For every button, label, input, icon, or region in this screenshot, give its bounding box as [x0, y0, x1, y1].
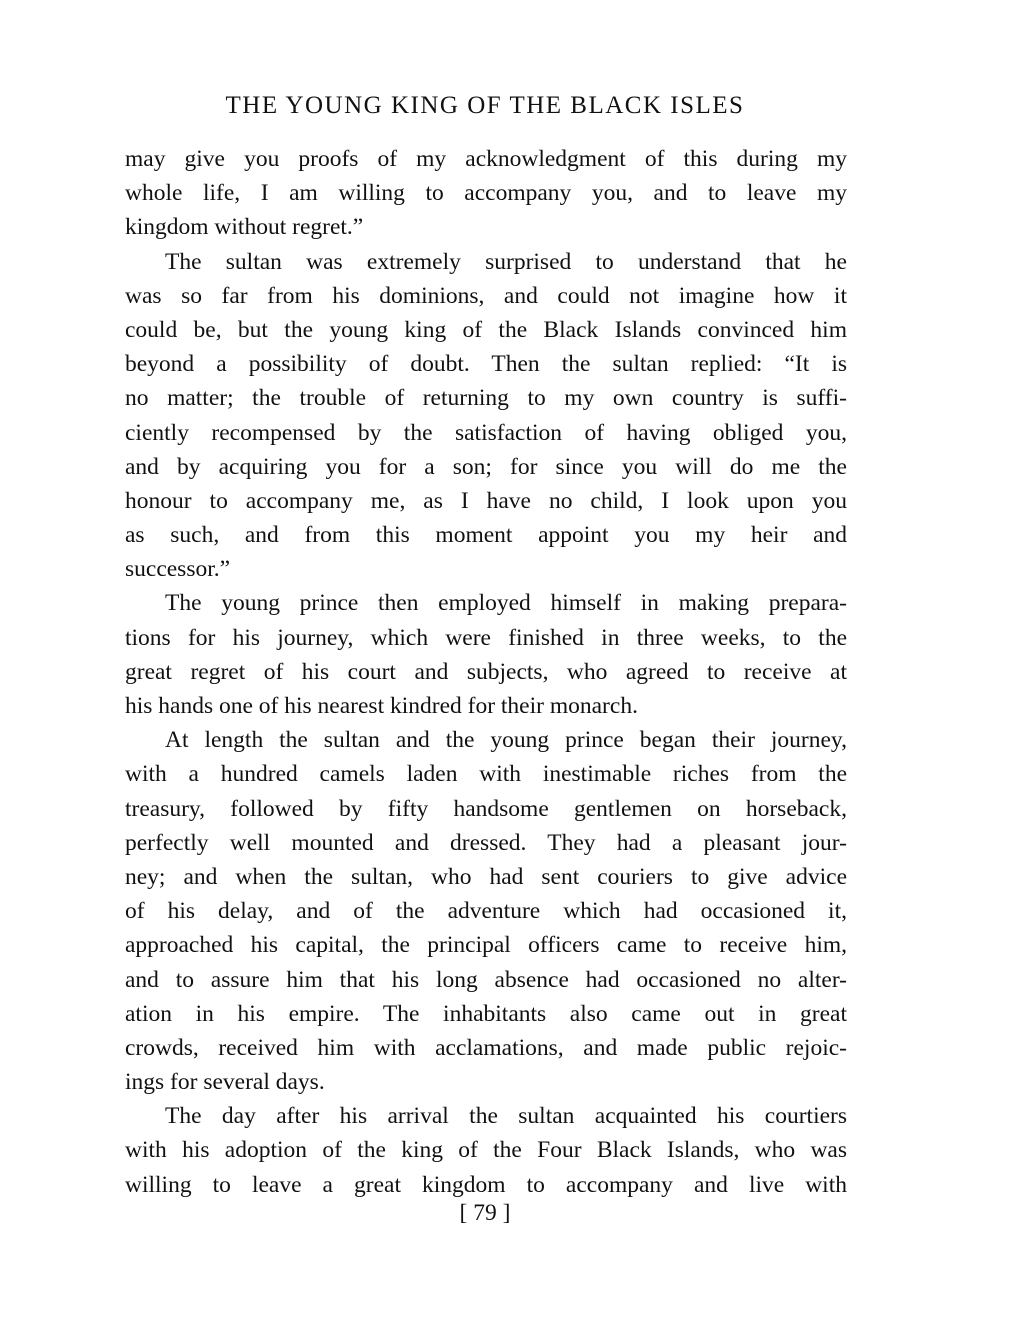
text-line: crowds, received him with acclamations, and made public rejoic-: [125, 1034, 847, 1061]
text-line: willing to leave a great kingdom to accompany and live with: [125, 1171, 847, 1198]
text-line: tions for his journey, which were finished in three weeks, to the: [125, 624, 847, 651]
text-line: and by acquiring you for a son; for since you will do me the: [125, 453, 847, 480]
text-line: great regret of his court and subjects, who agreed to receive at: [125, 658, 847, 685]
text-line: ation in his empire. The inhabitants also came out in great: [125, 1000, 847, 1027]
text-line: may give you proofs of my acknowledgment of this during my: [125, 146, 847, 172]
running-head: THE YOUNG KING OF THE BLACK ISLES: [225, 92, 745, 119]
page-number: [ 79 ]: [459, 1200, 511, 1226]
text-line: beyond a possibility of doubt. Then the sultan replied: “It is: [125, 351, 847, 378]
text-line: with his adoption of the king of the Four Black Islands, who was: [125, 1137, 847, 1164]
body-text: [125, 142, 847, 1202]
text-line: ciently recompensed by the satisfaction of having obliged you,: [125, 419, 847, 446]
text-line: was so far from his dominions, and could not imagine how it: [125, 282, 847, 309]
text-line: The day after his arrival the sultan acquainted his courtiers: [165, 1103, 847, 1130]
text-line: honour to accompany me, as I have no child, I look upon you: [125, 487, 847, 514]
text-line: and to assure him that his long absence had occasioned no alter-: [125, 966, 847, 993]
text-line: could be, but the young king of the Black Islands convinced him: [125, 316, 847, 343]
text-line: no matter; the trouble of returning to my own country is suffi-: [125, 385, 847, 412]
text-line: as such, and from this moment appoint you my heir and: [125, 522, 847, 549]
text-line: whole life, I am willing to accompany you, and to leave my: [125, 180, 847, 207]
text-line: perfectly well mounted and dressed. They had a pleasant jour-: [125, 829, 847, 856]
text-line: his hands one of his nearest kindred for their monarch.: [125, 693, 638, 719]
text-line: kingdom without regret.”: [125, 214, 364, 241]
text-line: ney; and when the sultan, who had sent couriers to give advice: [125, 863, 847, 890]
text-line: The sultan was extremely surprised to understand that he: [165, 248, 847, 275]
text-line: of his delay, and of the adventure which had occasioned it,: [125, 898, 847, 925]
text-line: ings for several days.: [125, 1069, 325, 1096]
text-line: successor.”: [125, 556, 231, 583]
text-line: At length the sultan and the young prince began their journey,: [165, 727, 847, 754]
text-line: The young prince then employed himself in making prepara-: [165, 590, 847, 617]
text-line: treasury, followed by fifty handsome gentlemen on horseback,: [125, 795, 847, 822]
text-line: with a hundred camels laden with inestimable riches from the: [125, 761, 847, 788]
text-line: approached his capital, the principal officers came to receive him,: [125, 932, 847, 959]
